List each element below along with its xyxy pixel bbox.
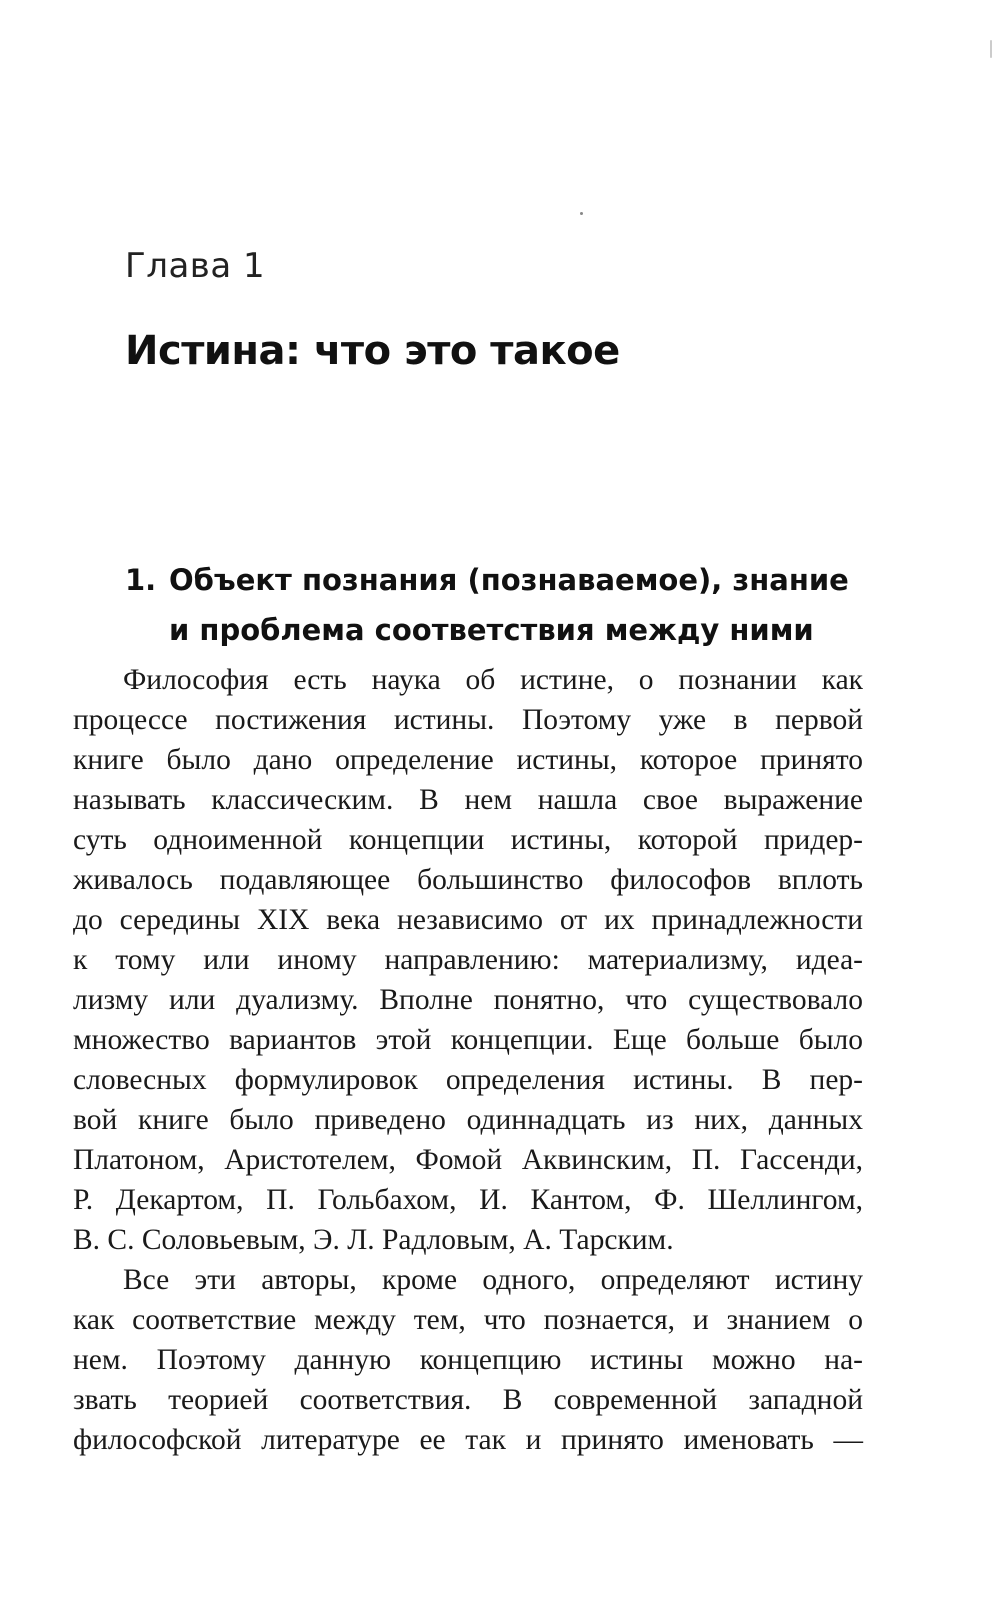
- paragraph-1-line: Философия есть наука об истине, о познании как: [123, 664, 863, 696]
- body-text: [73, 660, 863, 1460]
- scan-speck: [580, 212, 583, 215]
- paragraph-1-line: лизму или дуализму. Вполне понятно, что существовало: [73, 984, 863, 1016]
- paragraph-1-line: к тому или иному направлению: материализму, идеа-: [73, 944, 863, 976]
- section-number: 1.: [125, 563, 157, 597]
- paragraph-1-line: до середины XIX века независимо от их принадлежности: [73, 904, 863, 936]
- section-title-line-1: Объект познания (познаваемое), знание: [169, 563, 849, 597]
- paragraph-1-line: В. С. Соловьевым, Э. Л. Радловым, А. Тарским.: [73, 1224, 674, 1256]
- paragraph-1-line: живалось подавляющее большинство философов вплоть: [73, 864, 863, 896]
- section-title-line-2: и проблема соответствия между ними: [169, 613, 814, 647]
- paragraph-1-line: процессе постижения истины. Поэтому уже в первой: [73, 704, 863, 736]
- section-heading: [125, 555, 849, 655]
- paragraph-2-line: звать теорией соответствия. В современной западной: [73, 1384, 863, 1416]
- chapter-label: Глава 1: [125, 246, 266, 286]
- paragraph-1-line: вой книге было приведено одиннадцать из них, данных: [73, 1104, 863, 1136]
- paragraph-1-line: словесных формулировок определения истины. В пер-: [73, 1064, 863, 1096]
- paragraph-1-line: книге было дано определение истины, которое принято: [73, 744, 863, 776]
- paragraph-2-line: Все эти авторы, кроме одного, определяют истину: [123, 1264, 863, 1296]
- paragraph-1-line: называть классическим. В нем нашла свое выражение: [73, 784, 863, 816]
- paragraph-2-line: нем. Поэтому данную концепцию истины можно на-: [73, 1344, 863, 1376]
- paragraph-1-line: множество вариантов этой концепции. Еще больше было: [73, 1024, 863, 1056]
- paragraph-2-line: философской литературе ее так и принято именовать —: [73, 1424, 863, 1456]
- paragraph-1-line: Р. Декартом, П. Гольбахом, И. Кантом, Ф. Шеллингом,: [73, 1184, 863, 1216]
- paragraph-1-line: суть одноименной концепции истины, которой придер-: [73, 824, 863, 856]
- scan-speck: [990, 40, 992, 58]
- paragraph-2-line: как соответствие между тем, что познается, и знанием о: [73, 1304, 863, 1336]
- paragraph-1-line: Платоном, Аристотелем, Фомой Аквинским, П. Гассенди,: [73, 1144, 863, 1176]
- chapter-title: Истина: что это такое: [125, 328, 620, 374]
